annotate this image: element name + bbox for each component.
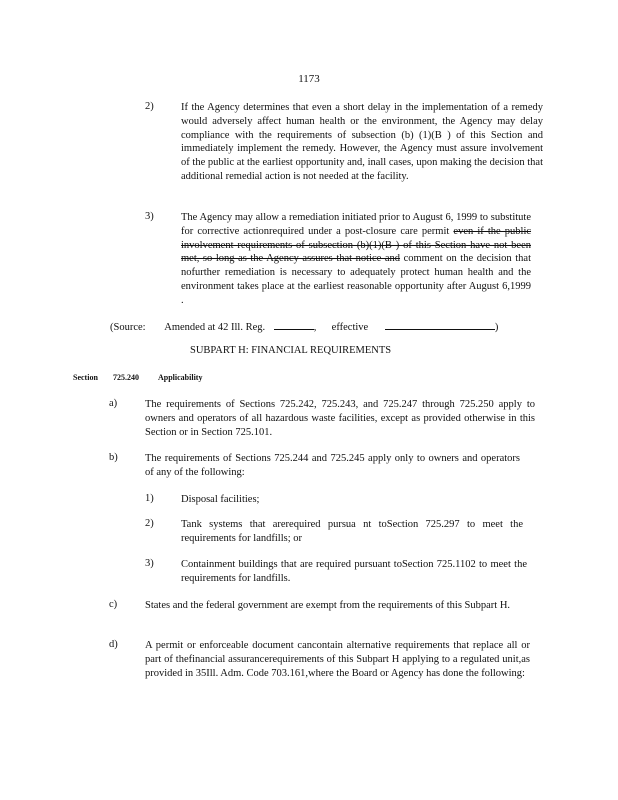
item-number: c) (109, 599, 118, 610)
section-label: Section (73, 373, 98, 382)
source-amended: Amended at 42 Ill. Reg. (164, 322, 266, 333)
register-blank (274, 319, 314, 330)
subitem-text: Disposal facilities; (181, 494, 260, 505)
paragraph: States and the federal government are exempt from the requirements of this Subpart H. (145, 600, 511, 611)
source-prefix: (Source: (110, 322, 146, 333)
source-note (110, 319, 498, 333)
subitem-text: Tank systems that arerequired pursua nt toSection 725.297 to meet the requirements for landfills; or (181, 519, 523, 544)
paragraph: The requirements of Sections 725.244 and 725.245 apply only to owners and operators of any of the following: (145, 453, 520, 478)
subitem-text: Containment buildings that are required pursuant toSection 725.1102 to meet the requirements for landfills. (181, 559, 527, 584)
paragraph: The requirements of Sections 725.242, 725.243, and 725.247 through 725.250 apply to owners and operators of all hazardous waste facilities, except as provided otherwise in this Section or in Section 725.101. (145, 399, 535, 438)
subpart-title: SUBPART H: FINANCIAL REQUIREMENTS (190, 345, 392, 356)
paragraph (181, 211, 531, 308)
source-comma: , (313, 322, 317, 333)
subitem-number: 3) (145, 558, 154, 569)
paragraph: If the Agency determines that even a short delay in the implementation of a remedy would adversely affect human health or the environment, the Agency may delay compliance with the requirements of subsection (b) (1)(B ) of this Section and immediately implement the remedy. However, the Agency must assure involvement of the public at the earliest opportunity and, inall cases, upon making the decision that additional remedial action is not needed at the facility. (181, 102, 543, 182)
effective-date-blank (385, 319, 495, 330)
subitem-number: 1) (145, 493, 154, 504)
section-heading: Applicability (158, 373, 203, 382)
section-number: 725.240 (113, 373, 139, 382)
item-number: 2) (145, 101, 154, 112)
item-number: a) (109, 398, 118, 409)
source-effective: effective (331, 322, 369, 333)
paragraph-text: comment on the decision that nofurther remediation is necessary to adequately protect human health and the environment takes place at the earliest reasonable opportunity after August 6,1999 . (181, 253, 531, 306)
source-suffix: ) (494, 322, 499, 333)
struck-text: even if the public involvement requirements of subsection (b)(1)(B ) of this Section have not been met, so long as the Agency assures that notice and (181, 225, 532, 265)
item-number: b) (109, 452, 118, 463)
subitem-number: 2) (145, 518, 154, 529)
paragraph: A permit or enforceable document cancontain alternative requirements that replace all or part of thefinancial assurancerequirements of this Subpart H applying to a regulated unit,as provided in 35Ill. Adm. Code 703.161,where the Board or Agency has done the following: (145, 640, 530, 679)
item-number: 3) (145, 211, 154, 222)
paragraph-text: The Agency may allow a remediation initiated prior to August 6, 1999 to substitute for corrective actionrequired under a post-closure care permit (181, 212, 531, 237)
item-number: d) (109, 639, 118, 650)
page-number: 1173 (298, 73, 320, 85)
